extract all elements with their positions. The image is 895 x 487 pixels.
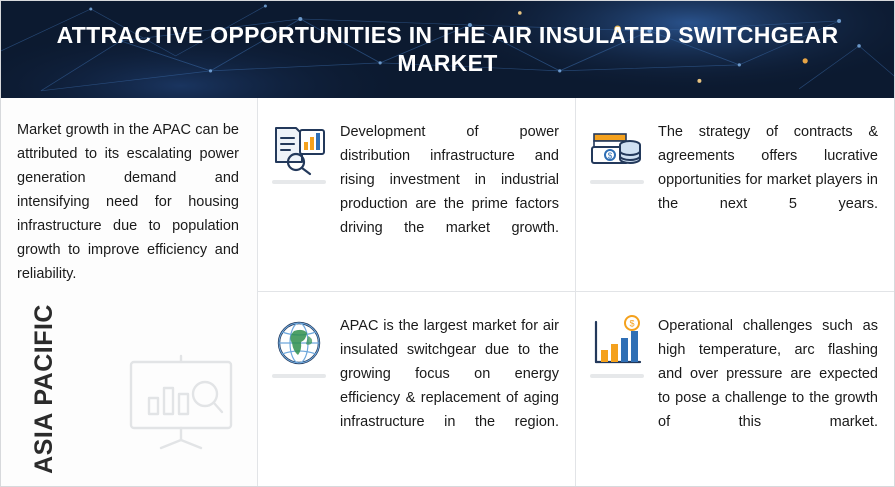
document-bar-chart-magnifier-icon: [270, 120, 328, 178]
money-coins-icon: [588, 120, 646, 178]
region-label: ASIA PACIFIC: [30, 304, 58, 474]
insight-card: [258, 292, 575, 486]
insights-column-right: [576, 98, 894, 486]
bar-chart-dollar-icon: [588, 314, 646, 372]
presentation-chart-icon: [121, 348, 241, 458]
icon-underline: [272, 374, 326, 378]
icon-underline: [590, 180, 644, 184]
globe-africa-icon: [270, 314, 328, 372]
svg-text:$: $: [629, 318, 635, 329]
region-paragraph: Market growth in the APAC can be attributed to its escalating power generation demand and intensifying need for housing infrastructure due to population growth to improve efficiency and reliability.: [17, 122, 239, 282]
region-column: [1, 98, 258, 486]
header-banner: [1, 1, 894, 98]
insight-card: [576, 292, 894, 486]
icon-underline: [272, 180, 326, 184]
insight-text: APAC is the largest market for air insulated switchgear due to the growing focus on energy efficiency & replacement of aging infrastructure in the region.: [340, 318, 559, 430]
insight-card: [576, 98, 894, 292]
insight-text: Development of power distribution infrastructure and rising investment in industrial production are the prime factors driving the market growth.: [340, 124, 559, 236]
insights-column-middle: [258, 98, 576, 486]
icon-underline: [590, 374, 644, 378]
insight-text: The strategy of contracts & agreements offers lucrative opportunities for market players in the next 5 years.: [658, 124, 878, 212]
svg-text:$: $: [607, 151, 613, 161]
content-area: [1, 98, 894, 486]
insight-card: [258, 98, 575, 292]
insight-text: Operational challenges such as high temperature, arc flashing and over pressure are expected to pose a challenge to the growth of this market.: [658, 318, 878, 430]
page-title: ATTRACTIVE OPPORTUNITIES IN THE AIR INSULATED SWITCHGEAR MARKET: [56, 22, 839, 76]
